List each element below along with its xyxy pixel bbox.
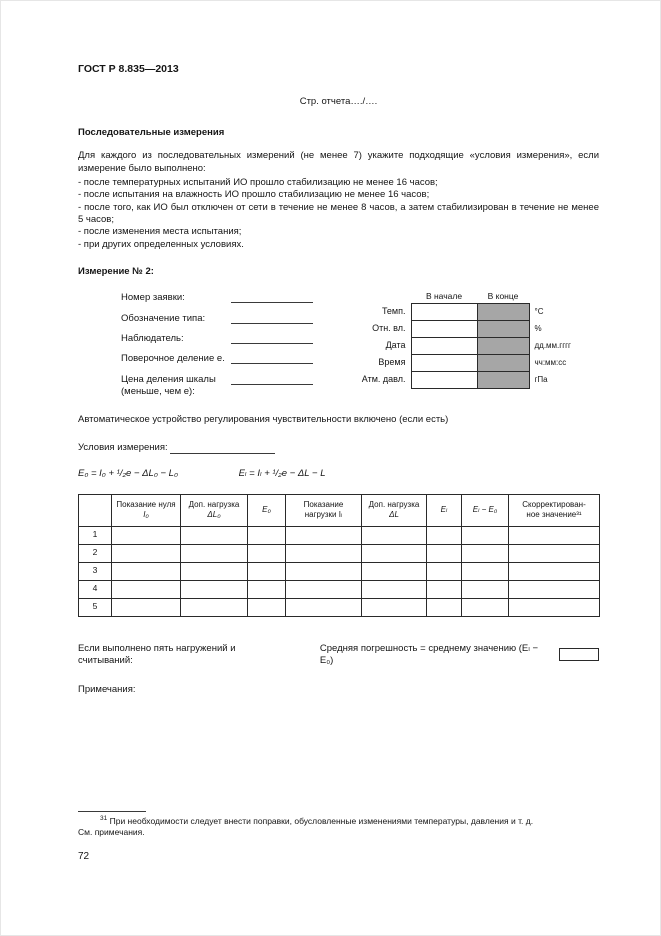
result-cell[interactable]: [286, 526, 362, 544]
result-cell[interactable]: [427, 562, 462, 580]
table-row: [79, 580, 600, 598]
result-cell[interactable]: [112, 598, 181, 616]
result-cell[interactable]: [181, 562, 248, 580]
conditions-table: [361, 289, 571, 389]
condition-row-unit: %: [534, 323, 542, 333]
condition-row-unit: чч:мм:сс: [534, 357, 567, 367]
result-cell[interactable]: [509, 562, 600, 580]
form-field: [121, 374, 361, 399]
column-header: Показание нагрузки Iₗ: [286, 494, 362, 526]
summary-result: Средняя погрешность = среднему значению (Eₗ − E₀): [319, 642, 539, 666]
result-cell[interactable]: [112, 526, 181, 544]
list-item: - после испытания на влажность ИО прошло стабилизацию не менее 16 часов;: [78, 189, 430, 201]
form-field: [121, 333, 361, 345]
gost-number: ГОСТ Р 8.835—2013: [78, 63, 179, 75]
table-row: [79, 598, 600, 616]
result-cell[interactable]: [181, 544, 248, 562]
footnote-divider: [78, 811, 146, 812]
report-page-ref: Стр. отчета…./….: [299, 95, 378, 107]
field-label: Номер заявки:: [121, 292, 185, 304]
result-cell[interactable]: [427, 544, 462, 562]
list-item: - при других определенных условиях.: [78, 238, 244, 250]
condition-row-unit: дд.мм.гггг: [534, 340, 571, 350]
notes-label: Примечания:: [78, 684, 136, 696]
column-header: E₀: [248, 494, 286, 526]
result-cell[interactable]: [427, 580, 462, 598]
field-input-line[interactable]: [231, 333, 313, 344]
page-number: 72: [78, 851, 90, 862]
result-cell[interactable]: [248, 526, 286, 544]
conditions-label: Условия измерения:: [78, 441, 168, 453]
column-header: Eₗ: [427, 494, 462, 526]
result-cell[interactable]: [286, 544, 362, 562]
end-value-cell[interactable]: [477, 371, 529, 388]
result-cell[interactable]: [462, 544, 509, 562]
condition-row-unit: °C: [534, 306, 544, 316]
result-cell[interactable]: [248, 580, 286, 598]
summary-condition: Если выполнено пять нагружений и считываний:: [78, 642, 236, 666]
result-cell[interactable]: [112, 544, 181, 562]
result-cell[interactable]: [462, 526, 509, 544]
end-value-cell[interactable]: [477, 337, 529, 354]
conditions-row: [361, 371, 571, 388]
summary-line: [78, 643, 599, 668]
result-cell[interactable]: [248, 598, 286, 616]
result-value-box[interactable]: [559, 648, 599, 661]
list-item: - после того, как ИО был отключен от сети в течение не менее 8 часов, а затем стабилизирован в течение не менее 5 часов;: [78, 201, 599, 226]
result-cell[interactable]: [112, 562, 181, 580]
conditions-row: [361, 337, 571, 354]
conditions-list: [78, 177, 599, 251]
section-title: Последовательные измерения: [78, 126, 225, 138]
result-cell[interactable]: [112, 580, 181, 598]
result-cell[interactable]: [181, 580, 248, 598]
row-number: 4: [79, 580, 112, 598]
result-cell[interactable]: [181, 526, 248, 544]
start-value-cell[interactable]: [411, 320, 477, 337]
result-cell[interactable]: [286, 562, 362, 580]
field-label: Цена деления шкалы: [121, 373, 216, 385]
column-header: Показание нуля I₀: [112, 494, 181, 526]
field-input-line[interactable]: [231, 374, 313, 385]
row-number: 1: [79, 526, 112, 544]
results-header-row: [79, 494, 600, 526]
results-table: [78, 494, 600, 617]
start-value-cell[interactable]: [411, 354, 477, 371]
footnote-marker: 31: [100, 815, 108, 823]
field-label: Поверочное деление e.: [121, 353, 225, 365]
start-value-cell[interactable]: [411, 337, 477, 354]
conditions-table-header: [361, 289, 571, 303]
end-value-cell[interactable]: [477, 354, 529, 371]
field-label: Наблюдатель:: [121, 333, 184, 345]
condition-row-label: Отн. вл.: [372, 323, 406, 334]
column-header: [79, 494, 112, 526]
column-header: Доп. нагрузка ΔL: [362, 494, 427, 526]
row-number: 2: [79, 544, 112, 562]
measurement-conditions-field: [78, 442, 599, 454]
form-field: [121, 313, 361, 325]
result-cell[interactable]: [509, 526, 600, 544]
result-cell[interactable]: [181, 598, 248, 616]
result-cell[interactable]: [362, 598, 427, 616]
column-header-start: В начале: [425, 290, 463, 301]
column-header: Eₗ − E₀: [462, 494, 509, 526]
end-value-cell[interactable]: [477, 320, 529, 337]
footnote-body-line2: См. примечания.: [78, 827, 145, 838]
form-field: [121, 353, 361, 365]
table-row: [79, 526, 600, 544]
start-value-cell[interactable]: [411, 371, 477, 388]
field-label: Обозначение типа:: [121, 312, 206, 324]
measurement-title: Измерение № 2:: [78, 266, 154, 278]
table-row: [79, 562, 600, 580]
result-cell[interactable]: [462, 562, 509, 580]
footnote: [78, 811, 599, 839]
conditions-row: [361, 303, 571, 320]
condition-row-unit: гПа: [534, 374, 548, 384]
result-cell[interactable]: [509, 598, 600, 616]
start-value-cell[interactable]: [411, 303, 477, 320]
result-cell[interactable]: [362, 544, 427, 562]
result-cell[interactable]: [462, 580, 509, 598]
formula-e0: E₀ = I₀ + ¹/₂e − ΔL₀ − L₀: [78, 468, 178, 480]
formula-el: Eₗ = Iₗ + ¹/₂e − ΔL − L: [238, 468, 326, 480]
condition-row-label: Атм. давл.: [361, 374, 406, 385]
result-cell[interactable]: [509, 580, 600, 598]
result-cell[interactable]: [286, 598, 362, 616]
field-label-line2: (меньше, чем e):: [121, 386, 195, 398]
result-cell[interactable]: [362, 580, 427, 598]
result-cell[interactable]: [462, 598, 509, 616]
row-number: 5: [79, 598, 112, 616]
conditions-row: [361, 320, 571, 337]
end-value-cell[interactable]: [477, 303, 529, 320]
column-header: Доп. нагрузка ΔL₀: [181, 494, 248, 526]
field-input-line[interactable]: [231, 292, 313, 303]
condition-row-label: Дата: [385, 340, 406, 351]
result-cell[interactable]: [248, 562, 286, 580]
column-header-end: В конце: [487, 290, 519, 301]
measurement-form-region: [78, 289, 599, 406]
list-item: - после температурных испытаний ИО прошло стабилизацию не менее 16 часов;: [78, 177, 438, 189]
column-header: Скорректирован- ное значение³¹: [509, 494, 600, 526]
formulas: [78, 468, 599, 480]
result-cell[interactable]: [427, 526, 462, 544]
footnote-body: При необходимости следует внести поправки, обусловленные изменениями температуры, давления и т. д.: [109, 816, 534, 826]
auto-device-note: Автоматическое устройство регулирования чувствительности включено (если есть): [78, 414, 449, 426]
conditions-input-line[interactable]: [170, 443, 275, 454]
form-field: [121, 292, 361, 304]
intro-paragraph: Для каждого из последовательных измерений (не менее 7) укажите подходящие «условия измерения», если измерение было выполнено:: [78, 150, 599, 174]
result-cell[interactable]: [427, 598, 462, 616]
table-row: [79, 544, 600, 562]
form-fields: [78, 289, 361, 406]
row-number: 3: [79, 562, 112, 580]
field-input-line[interactable]: [231, 353, 313, 364]
condition-row-label: Темп.: [381, 306, 406, 317]
result-cell[interactable]: [248, 544, 286, 562]
list-item: - после изменения места испытания;: [78, 226, 242, 238]
condition-row-label: Время: [378, 357, 406, 368]
result-cell[interactable]: [286, 580, 362, 598]
field-input-line[interactable]: [231, 313, 313, 324]
result-cell[interactable]: [362, 526, 427, 544]
conditions-row: [361, 354, 571, 371]
result-cell[interactable]: [509, 544, 600, 562]
result-cell[interactable]: [362, 562, 427, 580]
